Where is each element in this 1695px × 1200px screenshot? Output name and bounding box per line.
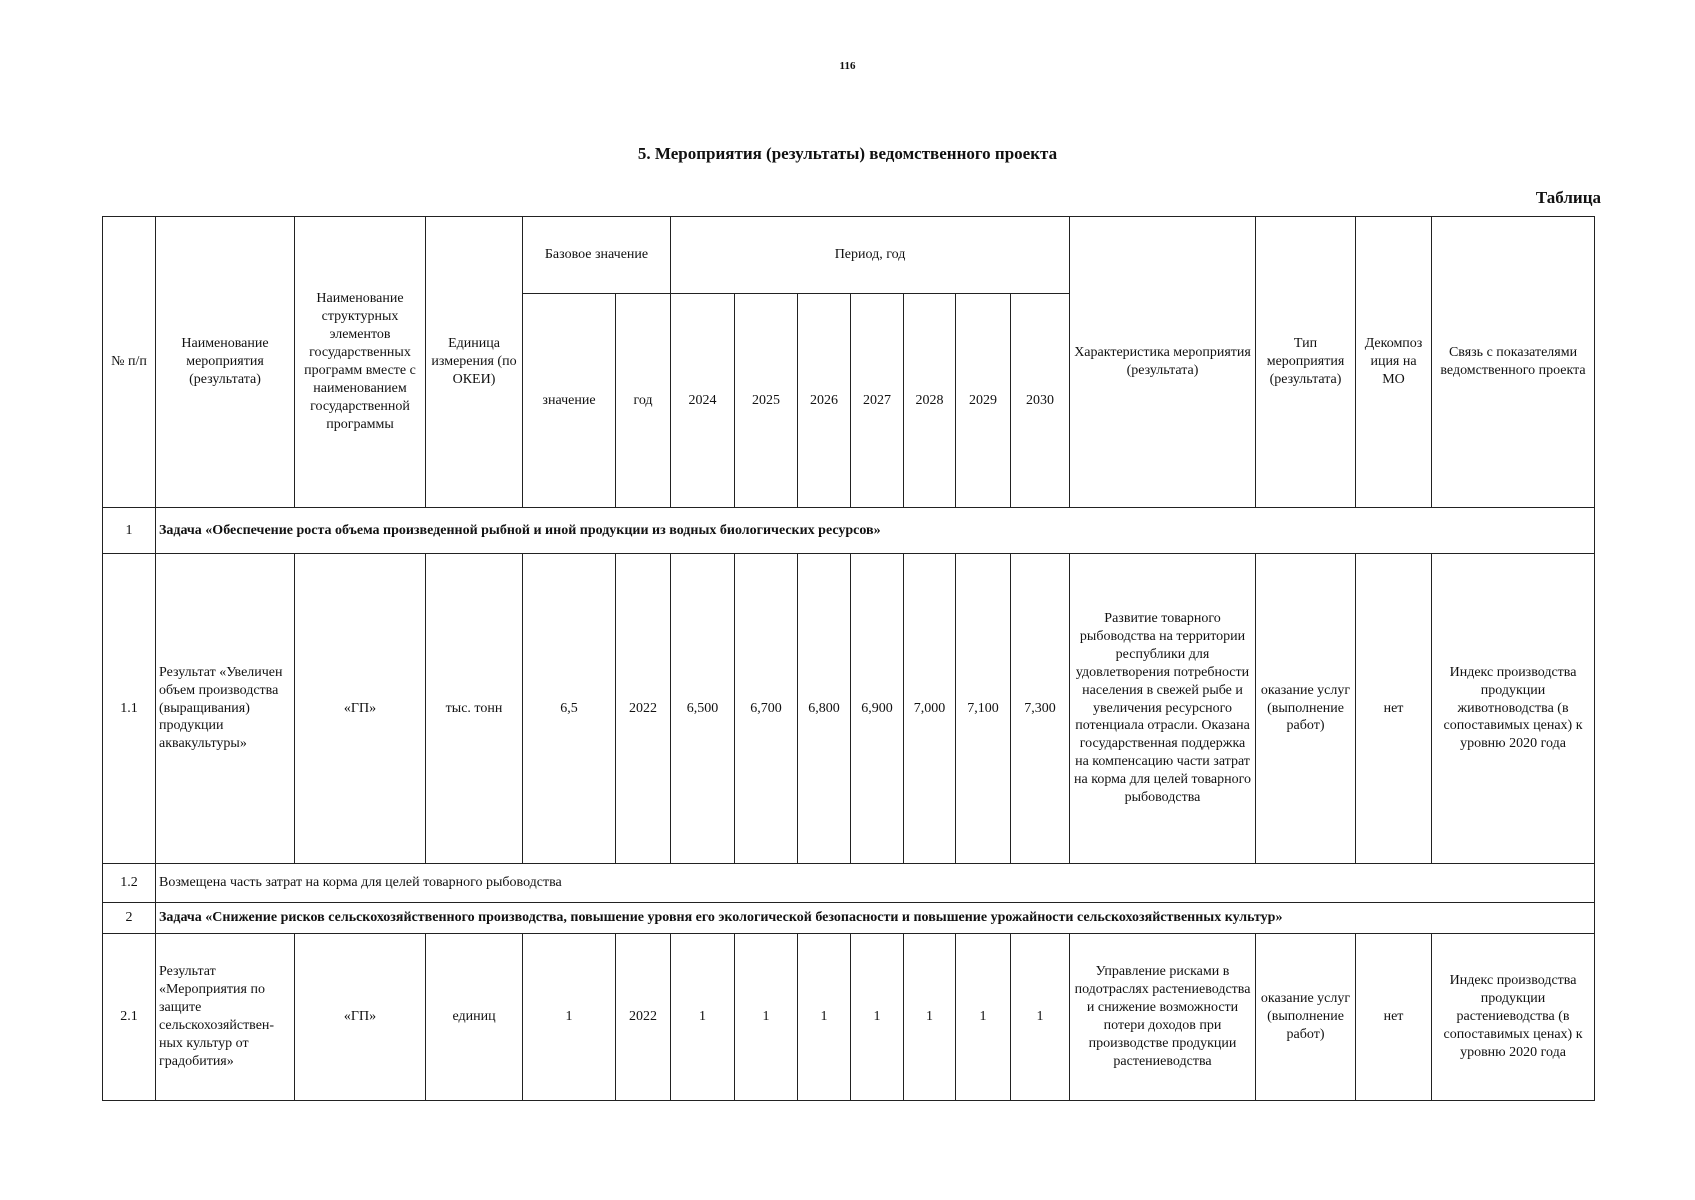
row-value: 6,800 [798,554,851,864]
row-value: 7,000 [904,554,956,864]
header-year: 2026 [798,294,851,508]
table-row [103,554,1595,864]
row-value: 1 [671,934,735,1101]
row-link: Индекс производства продукции растениеводства (в сопоставимых ценах) к уровню 2020 года [1432,934,1595,1101]
page-number: 116 [839,60,856,72]
header-year: 2024 [671,294,735,508]
header-num: № п/п [103,217,156,508]
row-base-value: 1 [523,934,616,1101]
table-row [103,864,1595,903]
row-link: Индекс производства продукции животноводства (в сопоставимых ценах) к уровню 2020 года [1432,554,1595,864]
header-base-value: значение [523,294,616,508]
activities-table [102,216,1595,1101]
header-unit: Единица измерения (по ОКЕИ) [426,217,523,508]
header-year: 2025 [735,294,798,508]
header-year: 2028 [904,294,956,508]
row-char: Развитие товарного рыбоводства на территории республики для удовлетворения потребности населения в свежей рыбе и увеличения ресурсного потенциала отрасли. Оказана государственная поддержка на компенсацию части затрат на корма для целей товарного рыбоводства [1070,554,1256,864]
row-value: 1 [735,934,798,1101]
row-struct: «ГП» [295,554,426,864]
row-num: 1.2 [103,864,156,903]
row-decomp: нет [1356,934,1432,1101]
header-year: 2029 [956,294,1011,508]
row-value: 1 [1011,934,1070,1101]
task-row [103,508,1595,554]
table-label: Таблица [1535,188,1601,207]
row-decomp: нет [1356,554,1432,864]
header-row-1 [103,217,1595,294]
row-type: оказание услуг (выполнение работ) [1256,934,1356,1101]
task-num: 2 [103,903,156,934]
header-char: Характеристика мероприятия (результата) [1070,217,1256,508]
row-char: Управление рисками в подотраслях растениеводства и снижение возможности потери доходов при производстве продукции растениеводства [1070,934,1256,1101]
header-base: Базовое значение [523,217,671,294]
row-value: 7,100 [956,554,1011,864]
row-name: Результат «Увеличен объем производства (выращивания) продукции аквакультуры» [156,554,295,864]
row-unit: единиц [426,934,523,1101]
row-value: 1 [956,934,1011,1101]
header-year: 2027 [851,294,904,508]
row-struct: «ГП» [295,934,426,1101]
row-value: 1 [798,934,851,1101]
task-num: 1 [103,508,156,554]
task-text: Задача «Снижение рисков сельскохозяйственного производства, повышение уровня его экологической безопасности и повышение урожайности сельскохозяйственных культур» [156,903,1595,934]
header-base-year: год [616,294,671,508]
row-value: 6,700 [735,554,798,864]
row-value: 7,300 [1011,554,1070,864]
header-name: Наименование мероприятия (результата) [156,217,295,508]
row-name: Результат «Мероприятия по защите сельскохозяйствен-ных культур от градобития» [156,934,295,1101]
row-num: 2.1 [103,934,156,1101]
row-value: 1 [851,934,904,1101]
task-text: Задача «Обеспечение роста объема произведенной рыбной и иной продукции из водных биологических ресурсов» [156,508,1595,554]
row-num: 1.1 [103,554,156,864]
header-type: Тип мероприятия (результата) [1256,217,1356,508]
row-base-value: 6,5 [523,554,616,864]
table-row [103,934,1595,1101]
row-value: 6,500 [671,554,735,864]
row-value: 1 [904,934,956,1101]
row-type: оказание услуг (выполнение работ) [1256,554,1356,864]
row-text: Возмещена часть затрат на корма для целей товарного рыбоводства [156,864,1595,903]
row-base-year: 2022 [616,554,671,864]
header-link: Связь с показателями ведомственного проекта [1432,217,1595,508]
header-period: Период, год [671,217,1070,294]
row-base-year: 2022 [616,934,671,1101]
header-decomp: Декомпоз иция на МО [1356,217,1432,508]
task-row [103,903,1595,934]
page-title: 5. Мероприятия (результаты) ведомственного проекта [637,144,1058,163]
row-unit: тыс. тонн [426,554,523,864]
row-value: 6,900 [851,554,904,864]
header-struct: Наименование структурных элементов государственных программ вместе с наименованием государственной программы [295,217,426,508]
header-year: 2030 [1011,294,1070,508]
